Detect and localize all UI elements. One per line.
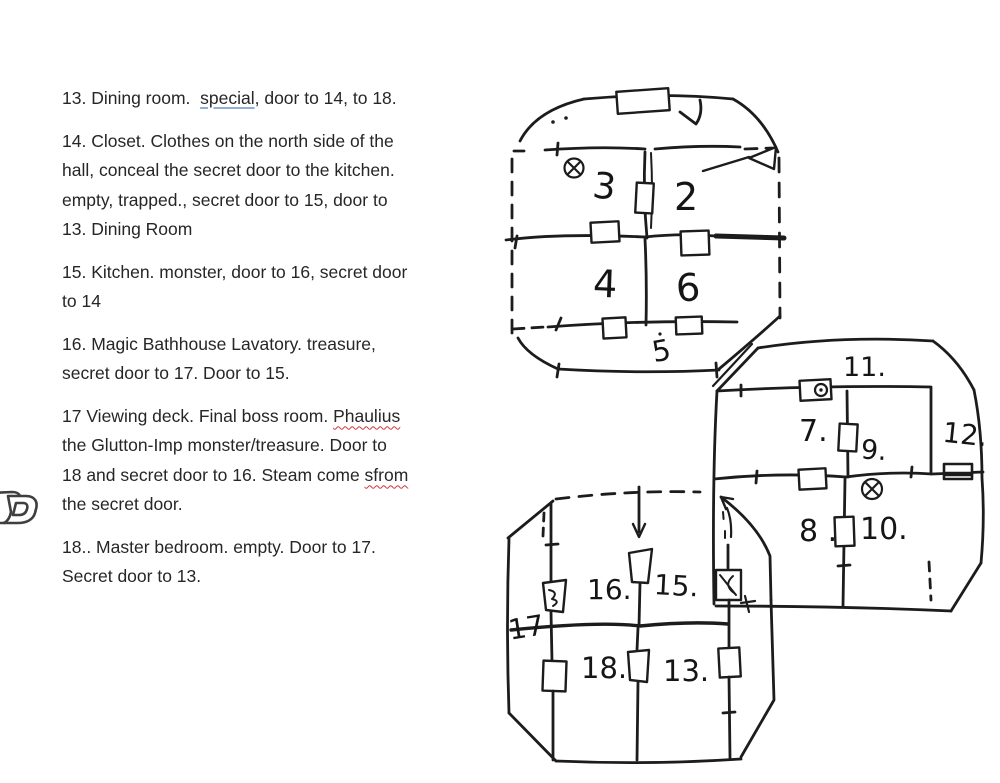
- text-run: 18 and secret door to 16. Steam come: [62, 464, 365, 485]
- wall: [548, 322, 737, 327]
- door-icon: [635, 183, 654, 214]
- tick: [515, 236, 517, 248]
- room-label: 10.: [860, 512, 908, 547]
- wall-thick: [716, 236, 784, 238]
- tick: [546, 544, 558, 545]
- door-icon: [602, 317, 626, 338]
- wall: [509, 713, 556, 761]
- wall: [719, 316, 780, 369]
- text-run: 17 Viewing deck. Final boss room.: [62, 405, 334, 426]
- tick: [557, 364, 559, 377]
- tick: [756, 471, 757, 483]
- text-run: the secret door.: [62, 494, 183, 514]
- misspelled-word: Phaulius: [333, 405, 401, 426]
- wall: [520, 99, 584, 141]
- tick: [723, 712, 735, 713]
- wall-dashed: [543, 513, 544, 536]
- wall: [508, 501, 553, 538]
- door-icon: [676, 317, 703, 335]
- wall: [933, 341, 974, 390]
- wall: [713, 344, 752, 386]
- tick: [838, 565, 850, 566]
- wall: [716, 606, 951, 611]
- room-label: 15.: [653, 568, 700, 604]
- room-label: 3: [590, 165, 619, 209]
- wall: [727, 508, 731, 537]
- wall: [951, 563, 981, 611]
- arrow-icon: [680, 100, 701, 124]
- room-label: 18.: [581, 651, 628, 685]
- wall-dashed: [513, 327, 545, 329]
- room-label: 16.: [587, 573, 632, 606]
- suggested-word: special: [200, 88, 255, 108]
- tick: [716, 363, 717, 377]
- text-run: 13. Dining Room: [62, 219, 193, 239]
- door-icon: [681, 231, 710, 256]
- wall-dashed: [745, 148, 772, 149]
- tick: [911, 467, 912, 477]
- dot: [551, 120, 555, 124]
- door-icon: [590, 221, 619, 242]
- room-label: 11.: [843, 352, 886, 383]
- door-icon: [835, 517, 855, 547]
- text-run: hall, conceal the secret door to the kitchen.: [62, 160, 395, 180]
- text-run: empty, trapped., secret door to 15, door to: [62, 189, 388, 210]
- room-label: 12.: [941, 415, 989, 454]
- circle-x-icon: [565, 159, 584, 178]
- wall: [545, 148, 645, 150]
- map-upper-floor: [506, 88, 784, 377]
- wall: [637, 583, 640, 650]
- circle-x-icon: [862, 479, 882, 499]
- wall: [758, 339, 933, 348]
- text-run: 18.. Master bedroom. empty. Door to 17.: [62, 536, 376, 557]
- wall: [518, 338, 558, 369]
- wall: [551, 612, 552, 661]
- text-run: Secret door to 13.: [62, 566, 202, 586]
- door-icon: [629, 549, 652, 583]
- text-run: 13. Dining room.: [62, 88, 201, 108]
- wall: [655, 146, 740, 149]
- room-label: 7.: [799, 414, 828, 449]
- door-icon: [616, 88, 669, 114]
- text-run: the Glutton-Imp monster/treasure. Door to: [62, 435, 387, 455]
- map-south-floor: [506, 487, 774, 763]
- text-run: 15. Kitchen. monster, door to 16, secret door: [62, 261, 408, 282]
- door-icon: [838, 424, 857, 452]
- wall: [729, 677, 730, 758]
- door-icon: [542, 661, 566, 692]
- room-label: 9.: [859, 434, 888, 468]
- map-east-floor: [713, 339, 989, 611]
- door-icon: [718, 647, 740, 677]
- room-label: 17: [506, 608, 547, 647]
- wall: [741, 600, 774, 757]
- room-label: 13.: [663, 654, 710, 688]
- misspelled-word: sfrom: [364, 464, 409, 485]
- wall: [733, 99, 778, 152]
- junction-mark: [741, 596, 755, 612]
- tick: [556, 318, 561, 330]
- triangle-mark: [749, 147, 776, 169]
- text-run: , door to 14, to 18.: [254, 88, 397, 108]
- wall: [645, 239, 646, 325]
- door-icon: [798, 468, 826, 489]
- text-run: 16. Magic Bathhouse Lavatory. treasure,: [62, 333, 376, 354]
- text-run: to 14: [62, 291, 101, 311]
- room-label: 8 .: [799, 514, 838, 549]
- text-run: secret door to 17. Door to 15.: [62, 363, 290, 383]
- wall-dashed: [929, 562, 931, 600]
- dot: [564, 116, 568, 120]
- mark: [703, 157, 749, 171]
- door-icon: [628, 650, 649, 682]
- wall: [974, 390, 983, 563]
- text-run: 14. Closet. Clothes on the north side of the: [62, 130, 394, 151]
- tick: [557, 143, 558, 155]
- wall: [506, 236, 645, 240]
- wall: [558, 369, 719, 372]
- wall: [637, 682, 638, 760]
- wall-dashed: [556, 492, 700, 499]
- room-label: 5: [649, 332, 674, 370]
- wall: [556, 759, 741, 763]
- door-icon: [944, 464, 972, 479]
- wall-dashed: [723, 512, 725, 540]
- dot: [819, 388, 822, 391]
- room-label: 6: [674, 264, 703, 311]
- room-label: 4: [592, 261, 618, 307]
- room-label: 2: [674, 175, 699, 219]
